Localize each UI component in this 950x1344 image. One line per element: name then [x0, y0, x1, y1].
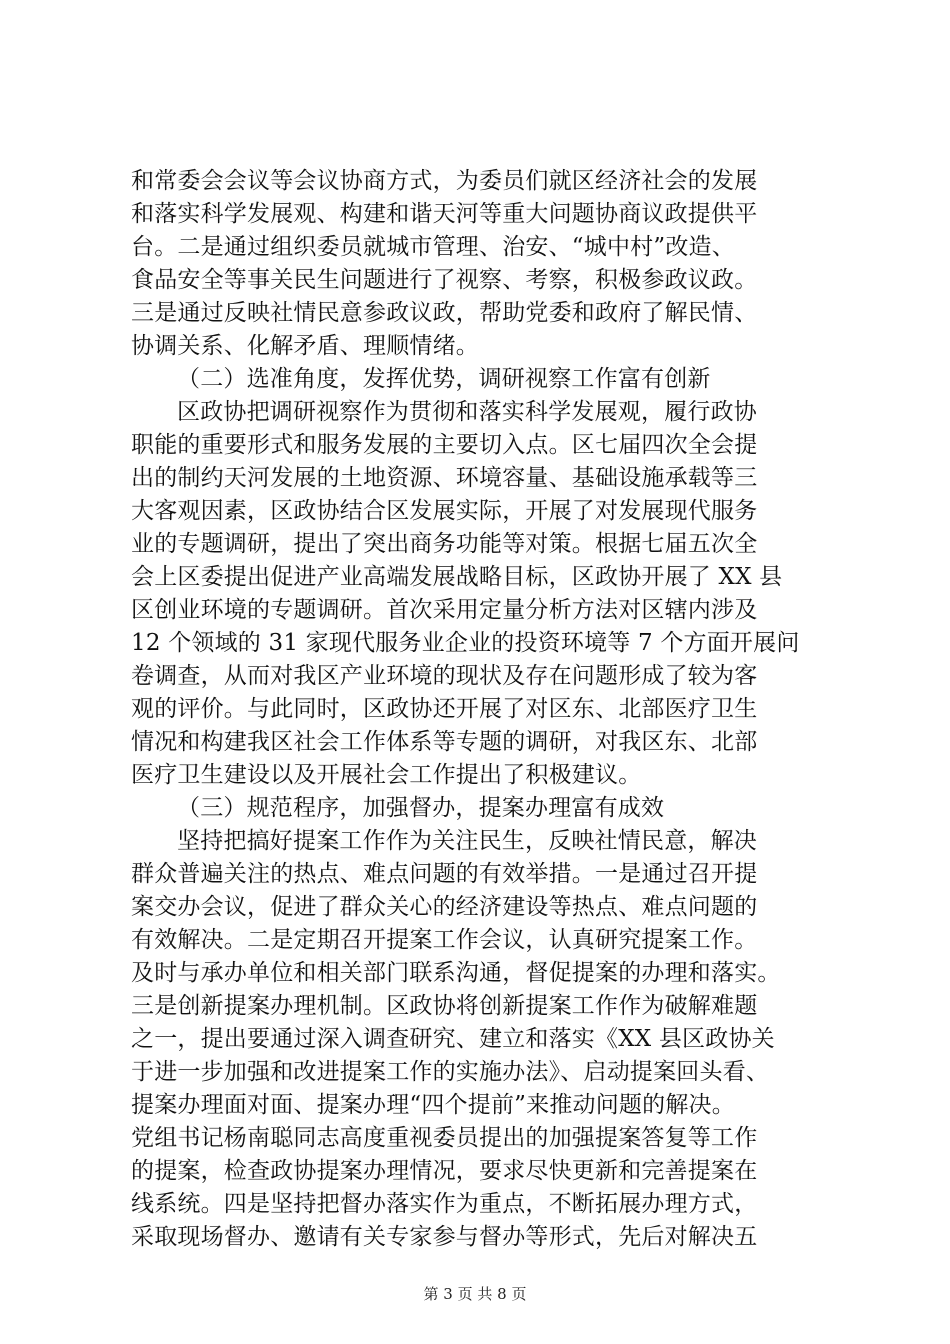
text-line: 及时与承办单位和相关部门联系沟通，督促提案的办理和落实。	[131, 960, 781, 986]
text-line: 三是通过反映社情民意参政议政，帮助党委和政府了解民情、	[131, 300, 758, 326]
text-line: 协调关系、化解矛盾、理顺情绪。	[131, 333, 479, 359]
text-line: 大客观因素，区政协结合区发展实际，开展了对发展现代服务	[131, 498, 758, 524]
text-line: 于进一步加强和改进提案工作的实施办法》、启动提案回头看、	[131, 1059, 770, 1085]
text-line: 和落实科学发展观、构建和谐天河等重大问题协商议政提供平	[131, 201, 758, 227]
text-line: 三是创新提案办理机制。区政协将创新提案工作作为破解难题	[131, 993, 758, 1019]
text-line: 业的专题调研，提出了突出商务功能等对策。根据七届五次全	[131, 531, 758, 557]
paragraph-first-line: 坚持把搞好提案工作作为关注民生，反映社情民意，解决	[177, 828, 757, 854]
text-line: 提案办理面对面、提案办理“四个提前”来推动问题的解决。	[131, 1092, 735, 1118]
section-heading: （二）选准角度，发挥优势，调研视察工作富有创新	[177, 366, 711, 392]
page-number-footer: 第 3 页 共 8 页	[423, 1285, 527, 1303]
text-line: 和常委会会议等会议协商方式，为委员们就区经济社会的发展	[131, 168, 758, 194]
text-line: 食品安全等事关民生问题进行了视察、考察，积极参政议政。	[131, 267, 758, 293]
text-line: 有效解决。二是定期召开提案工作会议，认真研究提案工作。	[131, 927, 758, 953]
section-heading: （三）规范程序，加强督办，提案办理富有成效	[177, 795, 665, 821]
text-line: 台。二是通过组织委员就城市管理、治安、“城中村”改造、	[131, 234, 735, 260]
text-line: 群众普遍关注的热点、难点问题的有效举措。一是通过召开提	[131, 861, 758, 887]
text-line: 的提案，检查政协提案办理情况，要求尽快更新和完善提案在	[131, 1158, 758, 1184]
text-line: 12 个领域的 31 家现代服务业企业的投资环境等 7 个方面开展问	[131, 630, 800, 656]
text-line: 卷调查，从而对我区产业环境的现状及存在问题形成了较为客	[131, 663, 758, 689]
text-line: 党组书记杨南聪同志高度重视委员提出的加强提案答复等工作	[131, 1125, 758, 1151]
text-line: 会上区委提出促进产业高端发展战略目标，区政协开展了 XX 县	[131, 564, 783, 590]
text-line: 观的评价。与此同时，区政协还开展了对区东、北部医疗卫生	[131, 696, 758, 722]
paragraph-first-line: 区政协把调研视察作为贯彻和落实科学发展观，履行政协	[177, 399, 757, 425]
text-line: 区创业环境的专题调研。首次采用定量分析方法对区辖内涉及	[131, 597, 758, 623]
text-line: 医疗卫生建设以及开展社会工作提出了积极建议。	[131, 762, 642, 788]
text-line: 职能的重要形式和服务发展的主要切入点。区七届四次全会提	[131, 432, 758, 458]
text-line: 线系统。四是坚持把督办落实作为重点，不断拓展办理方式，	[131, 1191, 758, 1217]
text-line: 情况和构建我区社会工作体系等专题的调研，对我区东、北部	[131, 729, 758, 755]
body-text	[131, 165, 831, 1254]
text-line: 案交办会议，促进了群众关心的经济建设等热点、难点问题的	[131, 894, 758, 920]
text-line: 采取现场督办、邀请有关专家参与督办等形式，先后对解决五	[131, 1224, 758, 1250]
text-line: 出的制约天河发展的土地资源、环境容量、基础设施承载等三	[131, 465, 758, 491]
text-line: 之一，提出要通过深入调查研究、建立和落实《XX 县区政协关	[131, 1026, 775, 1052]
